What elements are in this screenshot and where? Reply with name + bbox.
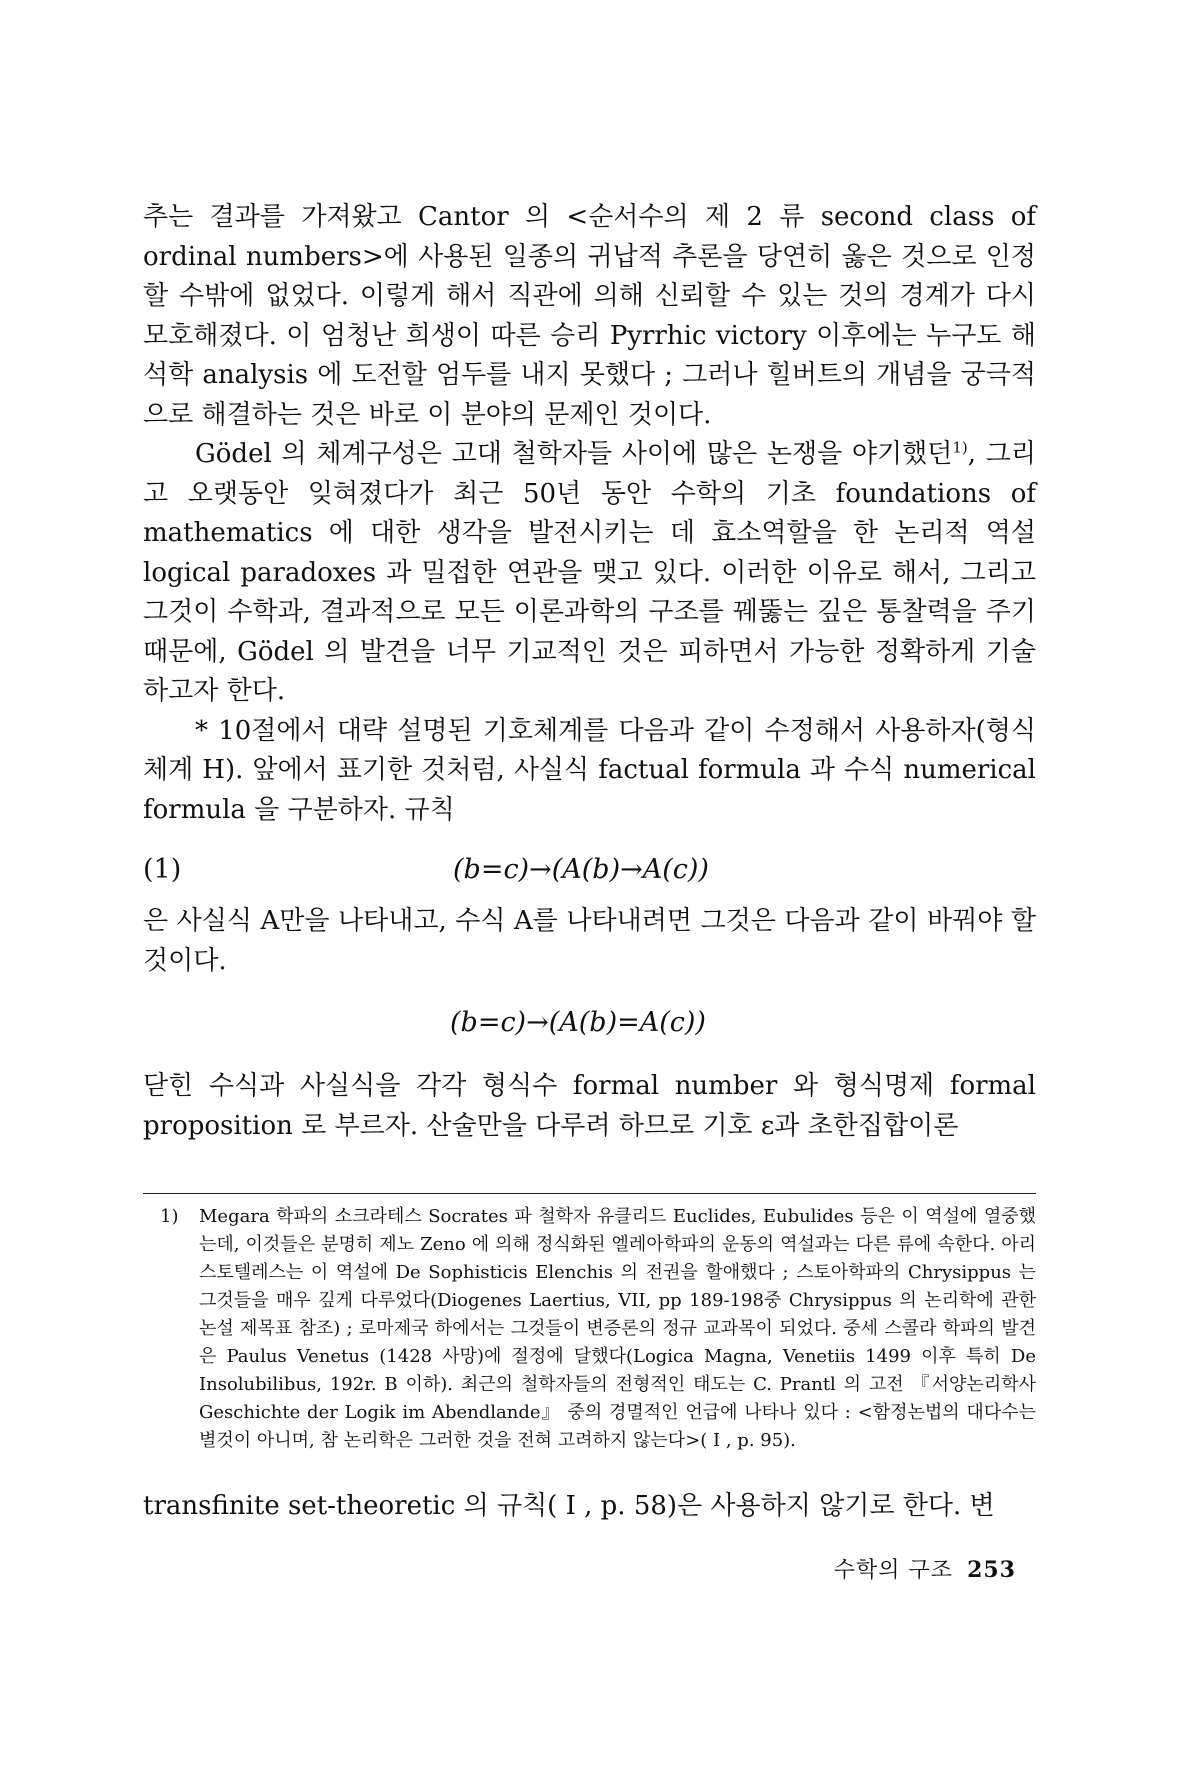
paragraph-2-start: Gödel 의 체계구성은 고대 철학자들 사이에 많은 논쟁을 야기했던	[195, 439, 953, 469]
paragraph-3: * 10절에서 대략 설명된 기호체계를 다음과 같이 수정해서 사용하자(형식체계 H). 앞에서 표기한 것처럼, 사실식 factual formula 과 수식 numerical formula 을 구분하자. 규칙	[143, 715, 1036, 825]
formula-1-label: (1)	[143, 854, 182, 885]
footnote-ref: 1)	[952, 438, 968, 457]
paragraph-4: 은 사실식 A만을 나타내고, 수식 A를 나타내려면 그것은 다음과 같이 바꿔야 할 것이다.	[143, 906, 1036, 976]
paragraph-1: 추는 결과를 가져왔고 Cantor 의 <순서수의 제 2 류 second class of ordinal numbers>에 사용된 일종의 귀납적 추론을 당연히 옳은 것으로 인정할 수밖에 없었다. 이렇게 해서 직관에 의해 신뢰할 수 있는 것의 경계가 다시 모호해졌다. 이 엄청난 희생이 따른 승리 Pyrrhic victory 이후에는 누구도 해석학 analysis 에 도전할 엄두를 내지 못했다 ; 그러나 힐버트의 개념을 궁극적으로 해결하는 것은 바로 이 분야의 문제인 것이다.	[143, 202, 1037, 430]
footer-title: 수학의 구조	[833, 1558, 954, 1583]
formula-1: (b=c)→(A(b)→A(c))	[453, 854, 709, 885]
footnote-text: Megara 학파의 소크라테스 Socrates 파 철학자 유클리드 Euclides, Eubulides 등은 이 역설에 열중했는데, 이것들은 분명히 제노 Zeno 에 의해 정식화된 엘레아학파의 운동의 역설과는 다른 류에 속한다. 아리스토텔레스는 이 역설에 De Sophisticis Elenchis 의 전권을 할애했다 ; 스토아학파의 Chrysippus 는 그것들을 매우 깊게 다루었다(Diogenes Laertius, VII, pp 189-198중 Chrysippus 의 논리학에 관한 논설 제목표 참조) ; 로마제국 하에서는 그것들이 변증론의 정규 교과목이 되었다. 중세 스콜라 학파의 발견은 Paulus Venetus (1428 사망)에 절정에 달했다(Logica Magna, Venetiis 1499 이후 특히 De Insolubilibus, 192r. B 이하). 최근의 철학자들의 전형적인 태도는 C. Prantl 의 고전 『서양논리학사 Geschichte der Logik im Abendlande』 중의 경멸적인 언급에 나타나 있다 : <함정논법의 대다수는 별것이 아니며, 참 논리학은 그러한 것을 전혀 고려하지 않는다>( I , p. 95).	[199, 1206, 1036, 1451]
main-text	[143, 198, 1036, 1146]
page-number: 253	[967, 1557, 1016, 1583]
footnote-divider	[143, 1193, 1036, 1194]
paragraph-2-rest: , 그리고 오랫동안 잊혀졌다가 최근 50년 동안 수학의 기초 foundations of mathematics 에 대한 생각을 발전시키는 데 효소역할을 한 논리적 역설 logical paradoxes 과 밀접한 연관을 맺고 있다. 이러한 이유로 해서, 그리고 그것이 수학과, 결과적으로 모든 이론과학의 구조를 꿰뚫는 깊은 통찰력을 주기 때문에, Gödel 의 발견을 너무 기교적인 것은 피하면서 가능한 정확하게 기술하고자 한다.	[143, 439, 1037, 706]
formula-2: (b=c)→(A(b)=A(c))	[450, 1007, 706, 1038]
continuation-line: transfinite set-theoretic 의 규칙( I , p. 58)은 사용하지 않기로 한다. 변	[143, 1491, 995, 1521]
footnote	[160, 1203, 1036, 1455]
running-footer	[834, 1553, 1016, 1584]
footnote-number: 1)	[160, 1206, 179, 1227]
formula-1-row	[143, 840, 1036, 902]
formula-2-row	[143, 989, 1036, 1061]
paragraph-5: 닫힌 수식과 사실식을 각각 형식수 formal number 와 형식명제 formal proposition 로 부르자. 산술만을 다루려 하므로 기호 ε과 초한집합이론	[143, 1071, 1036, 1141]
paragraph-2	[143, 435, 1036, 712]
